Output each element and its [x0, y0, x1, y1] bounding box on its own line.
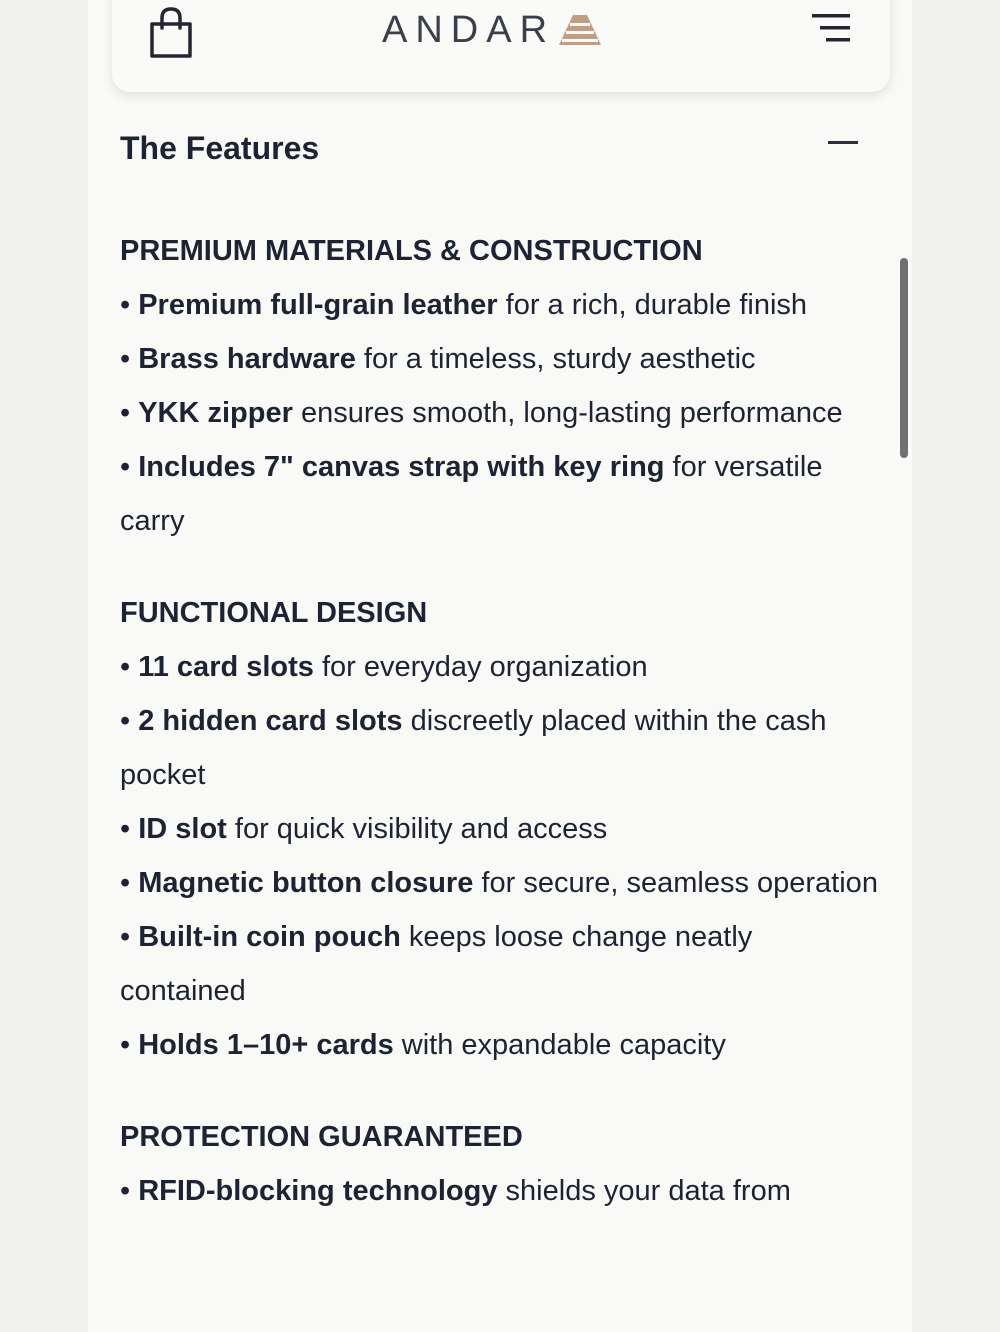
- feature-item: [120, 694, 880, 802]
- scrollbar-thumb[interactable]: [900, 258, 908, 458]
- shopping-bag-icon[interactable]: [148, 4, 194, 60]
- feature-highlight: Brass hardware: [138, 343, 356, 375]
- feature-item: [120, 386, 880, 440]
- feature-highlight: Premium full-grain leather: [138, 289, 498, 321]
- feature-group-heading: PREMIUM MATERIALS & CONSTRUCTION: [120, 235, 703, 267]
- bullet: •: [120, 289, 139, 321]
- bullet: •: [120, 343, 139, 375]
- feature-description: shields your data from: [497, 1175, 791, 1207]
- logo-text: ANDAR: [382, 8, 556, 51]
- feature-highlight: RFID-blocking technology: [138, 1175, 498, 1207]
- minus-icon[interactable]: [826, 134, 860, 154]
- bullet: •: [120, 867, 139, 899]
- feature-item: [120, 1164, 880, 1218]
- feature-highlight: 2 hidden card slots: [138, 705, 403, 737]
- feature-description: with expandable capacity: [393, 1029, 726, 1061]
- feature-description: for a timeless, sturdy aesthetic: [355, 343, 756, 375]
- feature-description: for quick visibility and access: [226, 813, 608, 845]
- feature-highlight: Built-in coin pouch: [138, 921, 401, 953]
- feature-highlight: Includes 7" canvas strap with key ring: [138, 451, 665, 483]
- brand-logo[interactable]: [382, 10, 601, 50]
- feature-item: [120, 856, 880, 910]
- feature-item: [120, 640, 880, 694]
- feature-highlight: Magnetic button closure: [138, 867, 474, 899]
- feature-highlight: 11 card slots: [138, 651, 314, 683]
- feature-description: for versatile carry: [120, 451, 823, 537]
- site-header: [112, 0, 890, 92]
- feature-highlight: ID slot: [138, 813, 227, 845]
- feature-description: for everyday organization: [313, 651, 648, 683]
- logo-mark-icon: [557, 13, 601, 47]
- feature-highlight: YKK zipper: [138, 397, 293, 429]
- bullet: •: [120, 397, 139, 429]
- bullet: •: [120, 1175, 139, 1207]
- bullet: •: [120, 705, 139, 737]
- feature-description: for secure, seamless operation: [473, 867, 878, 899]
- group-spacer: [120, 548, 880, 586]
- feature-item: [120, 1018, 880, 1072]
- section-title: The Features: [120, 130, 320, 166]
- feature-item: [120, 278, 880, 332]
- feature-group-heading: FUNCTIONAL DESIGN: [120, 597, 428, 629]
- features-content: [120, 224, 880, 1218]
- feature-item: [120, 440, 880, 548]
- bullet: •: [120, 921, 139, 953]
- feature-description: for a rich, durable finish: [497, 289, 808, 321]
- feature-group-heading: PROTECTION GUARANTEED: [120, 1121, 523, 1153]
- feature-description: keeps loose change neatly contained: [120, 921, 753, 1007]
- bullet: •: [120, 813, 139, 845]
- feature-item: [120, 332, 880, 386]
- feature-description: discreetly placed within the cash pocket: [120, 705, 827, 791]
- bullet: •: [120, 1029, 139, 1061]
- bullet: •: [120, 451, 139, 483]
- feature-description: ensures smooth, long-lasting performance: [292, 397, 843, 429]
- feature-item: [120, 910, 880, 1018]
- hamburger-menu-icon[interactable]: [810, 10, 854, 50]
- feature-highlight: Holds 1–10+ cards: [138, 1029, 394, 1061]
- group-spacer: [120, 1072, 880, 1110]
- features-accordion-header[interactable]: [120, 128, 860, 172]
- bullet: •: [120, 651, 139, 683]
- feature-item: [120, 802, 880, 856]
